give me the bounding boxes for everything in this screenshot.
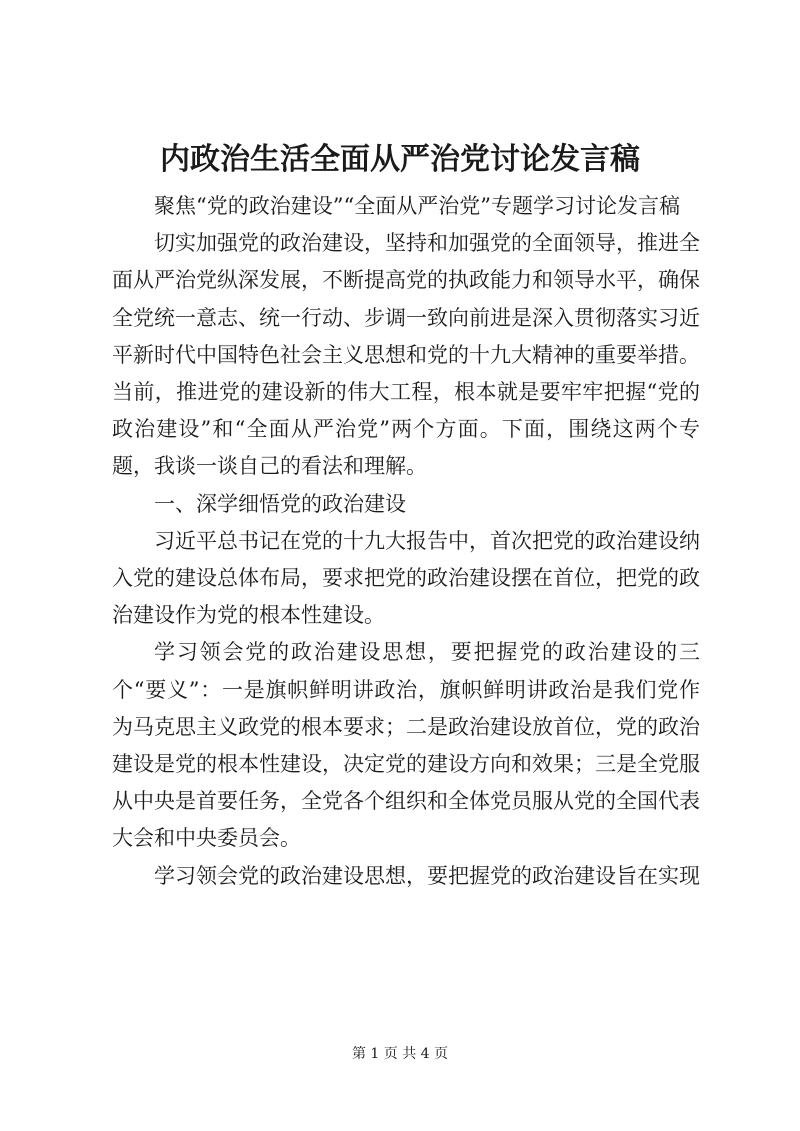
section-heading-1: 一、深学细悟党的政治建设 — [154, 491, 406, 516]
page-footer: 第 1 页 共 4 页 — [351, 1046, 449, 1062]
paragraph-section-1-c: 学习领会党的政治建设思想，要把握党的政治建设旨在实现 — [154, 863, 700, 888]
paragraph-subtitle: 聚焦“党的政治建设”“全面从严治党”专题学习讨论发言稿 — [154, 194, 680, 218]
paragraph-intro: 切实加强党的政治建设，坚持和加强党的全面领导，推进全面从严治党纵深发展，不断提高党的执政能力和领导水平，确保全党统一意志、统一行动、步调一致向前进是深入贯彻落实习近平新时代中国特色社会主义思想和党的十九大精神的重要举措。当前，推进党的建设新的伟大工程，根本就是要牢牢把握“党的政治建设”和“全面从严治党”两个方面。下面，围绕这两个专题，我谈一谈自己的看法和理解。 — [112, 231, 700, 479]
document-body — [112, 188, 700, 895]
paragraph-section-1-a: 习近平总书记在党的十九大报告中，首次把党的政治建设纳入党的建设总体布局，要求把党的政治建设摆在首位，把党的政治建设作为党的根本性建设。 — [112, 528, 700, 628]
paragraph-section-1-b: 学习领会党的政治建设思想，要把握党的政治建设的三个“要义”：一是旗帜鲜明讲政治，旗帜鲜明讲政治是我们党作为马克思主义政党的根本要求；二是政治建设放首位，党的政治建设是党的根本性建设，决定党的建设方向和效果；三是全党服从中央是首要任务，全党各个组织和全体党员服从党的全国代表大会和中央委员会。 — [112, 640, 700, 851]
document-title: 内政治生活全面从严治党讨论发言稿 — [160, 142, 640, 177]
